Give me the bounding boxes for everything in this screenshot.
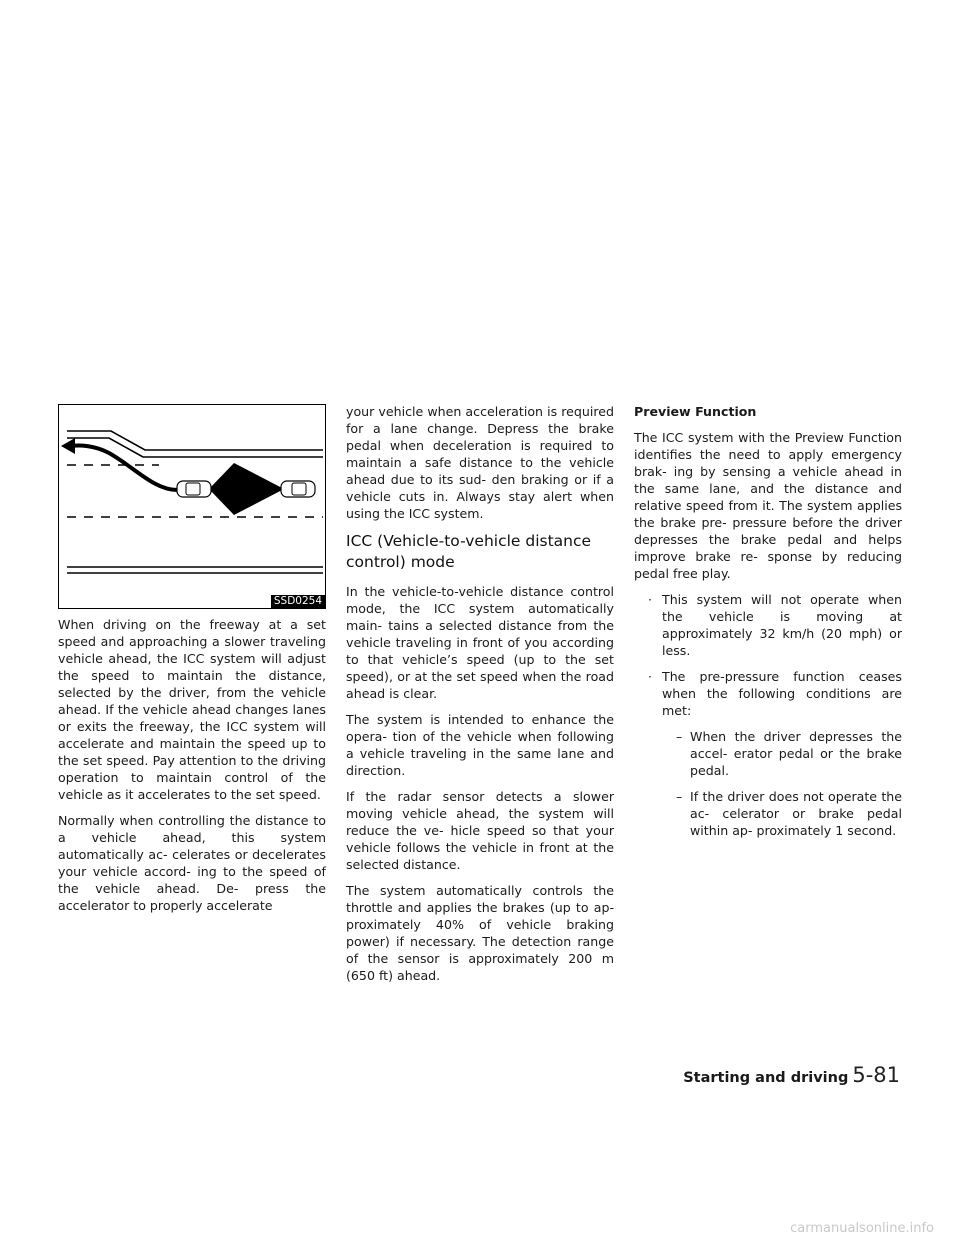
footer-section-title: Starting and driving (683, 1070, 849, 1086)
lead-vehicle (281, 481, 315, 497)
page-number: 5-81 (852, 1063, 900, 1087)
dash-icon: – (676, 729, 683, 744)
sub-item-text: If the driver does not operate the ac- celerator or brake pedal within ap- proximately 1 second. (690, 789, 902, 838)
freeway-illustration (58, 404, 326, 609)
left-column (58, 404, 326, 923)
paragraph: In the vehicle-to-vehicle distance control mode, the ICC system automatically main- tains a selected distance from the vehicle traveling in front of you according to that vehicle’s speed (up to the set speed), or at the set speed when the road ahead is clear. (346, 584, 614, 701)
bullet-icon: · (648, 669, 653, 684)
bullet-item (634, 591, 902, 659)
paragraph-continuation: your vehicle when acceleration is required for a lane change. Depress the brake pedal when deceleration is required to maintain a safe distance to the vehicle ahead due to its sud- den braking or if a vehicle cuts in. Always stay alert when using the ICC system. (346, 404, 614, 521)
exit-path-arrow (71, 446, 177, 490)
subheading: Preview Function (634, 404, 757, 419)
radar-beam (209, 463, 284, 515)
paragraph: The system automatically controls the throttle and applies the brakes (up to ap- proximately 40% of vehicle braking power) if necessary. The detection range of the sensor is approximately 200 m (650 ft) ahead. (346, 883, 614, 983)
exit-arrow-head (61, 438, 75, 454)
bullet-list (634, 591, 902, 839)
figure-label: SSD0254 (271, 595, 325, 608)
page-footer (683, 1063, 900, 1087)
paragraph: The ICC system with the Preview Function identifies the need to apply emergency brak- ing by sensing a vehicle ahead in the same lane, and the distance and relative speed from it. The system applies the brake pre- pressure before the driver depresses the brake pedal and helps improve brake re- sponse by reducing pedal free play. (634, 430, 902, 581)
bullet-text: This system will not operate when the vehicle is moving at approximately 32 km/h (20 mph) or less. (662, 592, 902, 658)
ego-vehicle (177, 481, 211, 497)
paragraph: The system is intended to enhance the opera- tion of the vehicle when following a vehicle traveling in the same lane and direction. (346, 712, 614, 778)
lane-change-diagram (59, 405, 325, 608)
dash-icon: – (676, 789, 683, 804)
sub-item (662, 788, 902, 839)
paragraph: If the radar sensor detects a slower moving vehicle ahead, the system will reduce the ve- hicle speed so that your vehicle follows the vehicle in front at the selected distance. (346, 789, 614, 872)
road-edge-outer (67, 431, 323, 450)
bullet-item (634, 668, 902, 839)
right-column (634, 403, 902, 848)
sub-item (662, 728, 902, 779)
paragraph: When driving on the freeway at a set speed and approaching a slower traveling vehicle ahead, the ICC system will adjust the speed to maintain the distance, selected by the driver, from the vehicle ahead. If the vehicle ahead changes lanes or exits the freeway, the ICC system will accelerate and maintain the speed up to the set speed. Pay attention to the driving operation to maintain control of the vehicle as it accelerates to the set speed. (58, 617, 326, 802)
sub-list (662, 728, 902, 839)
paragraph: Normally when controlling the distance to a vehicle ahead, this system automatically ac- celerates or decelerates your vehicle accord- ing to the speed of the vehicle ahead. De- press the accelerator to properly accelerate (58, 813, 326, 913)
section-heading: ICC (Vehicle-to-vehicle distance control) mode (346, 532, 592, 571)
sub-item-text: When the driver depresses the accel- erator pedal or the brake pedal. (690, 729, 902, 778)
road-edge-inner (67, 438, 323, 457)
middle-column (346, 403, 614, 993)
watermark: carmanualsonline.info (790, 1221, 934, 1236)
bullet-icon: · (648, 592, 653, 607)
bullet-text: The pre-pressure function ceases when the following conditions are met: (662, 669, 902, 718)
